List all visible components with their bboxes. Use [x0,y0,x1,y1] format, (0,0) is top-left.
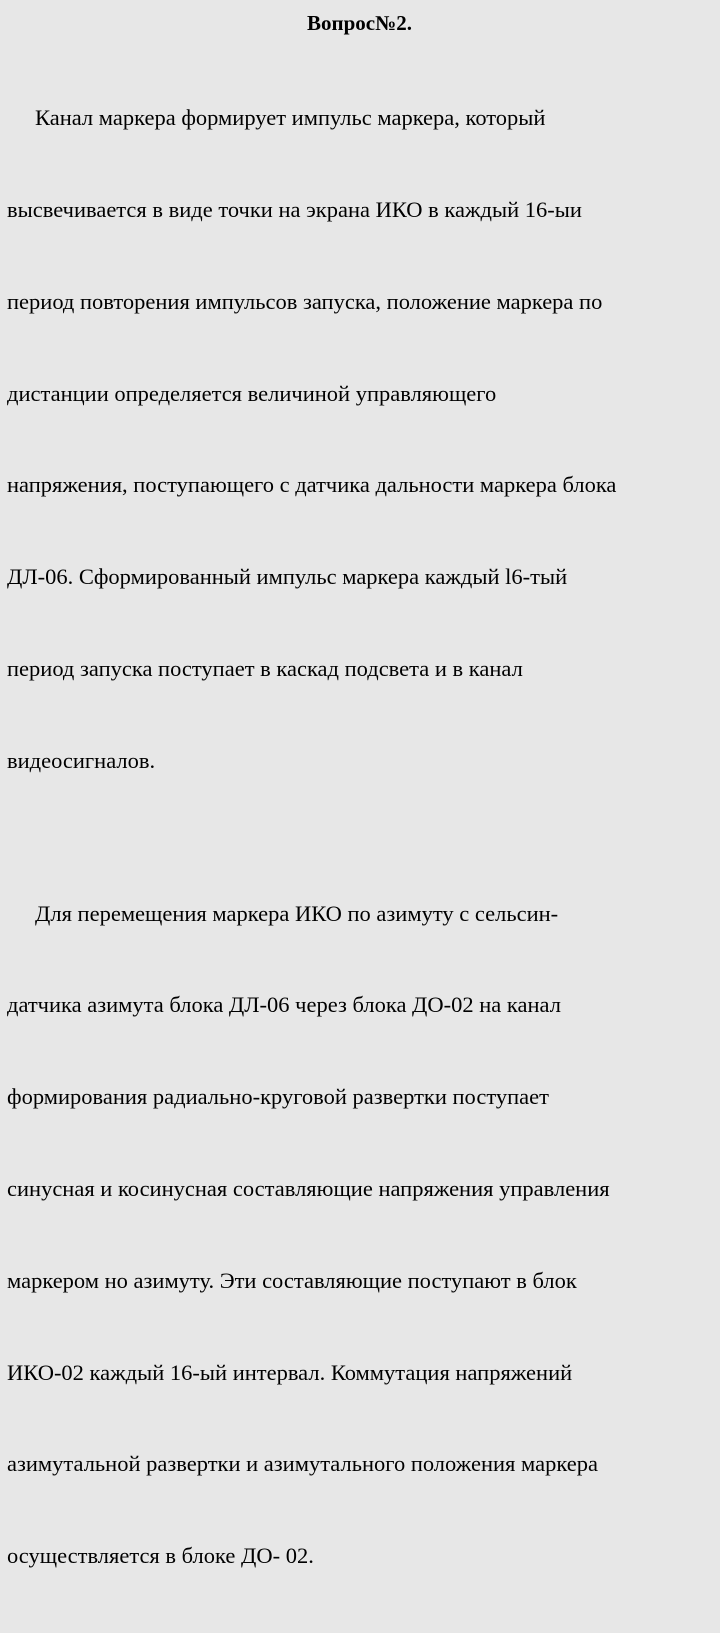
paragraph-1 [7,42,712,837]
text-line: азимутальной развертки и азимутального положения маркера [7,1451,598,1477]
text-line: дистанции определяется величиной управляющего [7,380,497,406]
text-line: формирования радиально-круговой развертки поступает [7,1084,549,1110]
text-line: осуществляется в блоке ДО- 02. [7,1543,314,1569]
slide-title: Вопрос№2. [307,11,412,35]
text-line: Канал маркера формирует импульс маркера, который [35,105,546,131]
text-line: период повторения импульсов запуска, положение маркера по [7,288,603,314]
text-line: Для перемещения маркера ИКО по азимуту с сельсин- [35,900,559,926]
text-line: видеосигналов. [7,747,156,773]
text-line: период запуска поступает в каскад подсвета и в канал [7,655,523,681]
text-line: ДЛ-06. Сформированный импульс маркера каждый l6-тый [7,564,568,590]
text-line: напряжения, поступающего с датчика дальности маркера блока [7,472,617,498]
text-line: маркером но азимуту. Эти составляющие поступают в блок [7,1267,577,1293]
text-line: датчика азимута блока ДЛ-06 через блока ДО-02 на канал [7,992,561,1018]
text-line: синусная и косинусная составляющие напряжения управления [7,1175,610,1201]
paragraph-2 [7,837,712,1632]
text-line: ИКО-02 каждый 16-ый интервал. Коммутация напряжений [7,1359,573,1385]
text-line: высвечивается в виде точки на экрана ИКО в каждый 16-ыи [7,196,582,222]
